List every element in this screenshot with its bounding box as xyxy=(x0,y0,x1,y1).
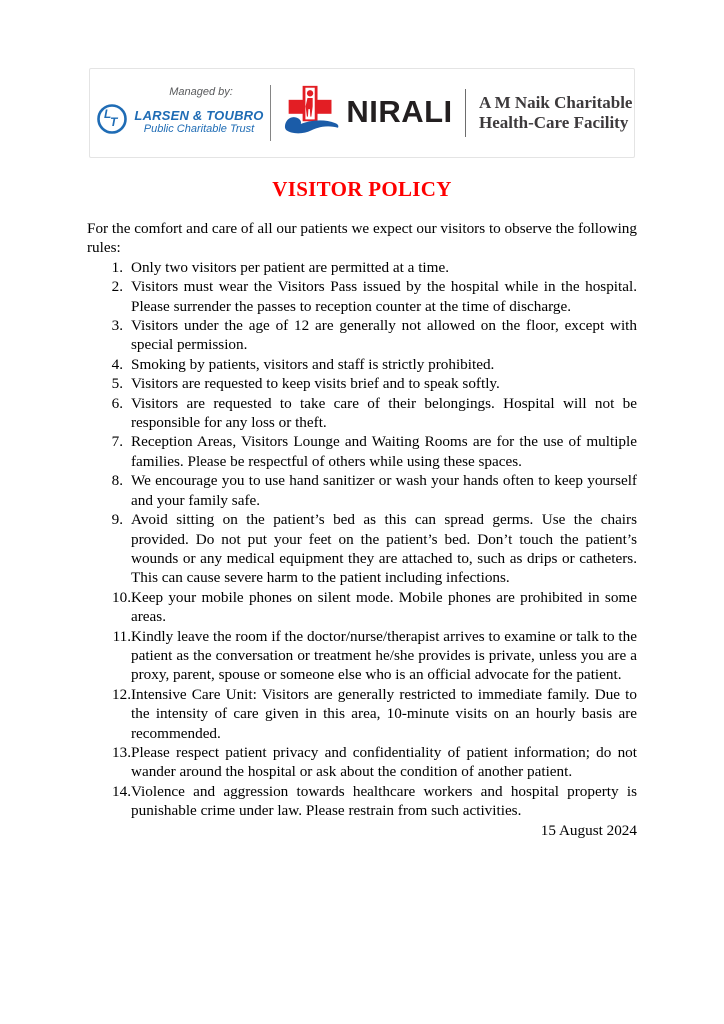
rule-number: 6. xyxy=(111,394,123,412)
lt-logo-icon xyxy=(96,103,128,140)
lt-company-name: LARSEN & TOUBRO xyxy=(134,108,264,123)
managed-by-label: Managed by: xyxy=(169,86,233,98)
rules-list xyxy=(87,258,637,821)
rule-item xyxy=(87,258,637,277)
rule-item xyxy=(87,277,637,316)
rule-number: 10. xyxy=(112,588,131,606)
lt-trust-subtitle: Public Charitable Trust xyxy=(143,123,255,135)
rule-text: Avoid sitting on the patient’s bed as this can spread germs. Use the chairs provided. Do not put your feet on the patient’s bed. Don’t touch the patient’s wounds or any medical equipment they are attached to, such as drips or catheters. This can cause severe harm to the patient including infections. xyxy=(131,511,637,587)
rule-number: 14. xyxy=(112,782,131,800)
svg-text:T: T xyxy=(110,115,118,129)
rule-number: 12. xyxy=(112,685,131,703)
facility-line2: Health-Care Facility xyxy=(479,113,629,132)
rule-item xyxy=(87,374,637,393)
rule-text: We encourage you to use hand sanitizer or wash your hands often to keep yourself and your family safe. xyxy=(131,472,637,509)
rule-text: Please respect patient privacy and confidentiality of patient information; do not wander around the hospital or ask about the condition of another patient. xyxy=(131,743,637,781)
rule-number: 8. xyxy=(111,472,123,490)
rule-item xyxy=(87,471,637,510)
rule-number: 1. xyxy=(111,258,123,276)
header-logo-card xyxy=(89,68,635,158)
rule-text: Visitors are requested to take care of their belongings. Hospital will not be responsible for any loss or theft. xyxy=(131,394,637,432)
rule-text: Visitors must wear the Visitors Pass issued by the hospital while in the hospital. Please surrender the passes to reception counter at the time of discharge. xyxy=(131,278,637,315)
lt-trust-block xyxy=(90,86,270,140)
rule-text: Visitors under the age of 12 are generally not allowed on the floor, except with special permission. xyxy=(131,317,637,354)
rule-text: Smoking by patients, visitors and staff is strictly prohibited. xyxy=(131,355,495,373)
nirali-wordmark: NIRALI xyxy=(346,93,453,129)
rule-item xyxy=(87,355,637,374)
rule-item xyxy=(87,782,637,821)
rule-number: 2. xyxy=(111,278,123,296)
rule-item xyxy=(87,510,637,588)
facility-name-block xyxy=(466,93,634,133)
rule-number: 4. xyxy=(111,355,123,373)
rule-number: 7. xyxy=(111,433,123,451)
page-title: VISITOR POLICY xyxy=(272,177,452,201)
nirali-cross-hand-icon xyxy=(283,84,339,143)
rule-item xyxy=(87,432,637,471)
rule-item xyxy=(87,316,637,355)
rule-number: 5. xyxy=(111,375,123,393)
rule-text: Kindly leave the room if the doctor/nurse/therapist arrives to examine or talk to the patient as the conversation or treatment he/she provides is private, unless you are a proxy, parent, spouse or someone else who is an official advocate for the patient. xyxy=(131,627,637,684)
rule-item xyxy=(87,394,637,433)
intro-paragraph: For the comfort and care of all our patients we expect our visitors to observe the following rules: xyxy=(87,220,637,257)
rule-text: Keep your mobile phones on silent mode. Mobile phones are prohibited in some areas. xyxy=(131,588,637,626)
rule-text: Intensive Care Unit: Visitors are generally restricted to immediate family. Due to the intensity of care given in this area, 10-minute visits on an hourly basis are recommended. xyxy=(131,685,637,742)
document-date: 15 August 2024 xyxy=(540,821,637,839)
rule-item xyxy=(87,743,637,782)
rule-number: 13. xyxy=(112,743,131,761)
nirali-brand-block xyxy=(271,84,465,143)
rule-text: Violence and aggression towards healthcare workers and hospital property is punishable crime under law. Please restrain from such activities. xyxy=(131,782,637,820)
rule-number: 9. xyxy=(111,511,123,529)
rule-item xyxy=(87,627,637,685)
rule-text: Reception Areas, Visitors Lounge and Waiting Rooms are for the use of multiple families. Please be respectful of others while using these spaces. xyxy=(131,433,637,470)
rule-text: Visitors are requested to keep visits brief and to speak softly. xyxy=(131,375,500,393)
rule-number: 3. xyxy=(111,317,123,335)
rule-number: 11. xyxy=(112,627,131,645)
rule-item xyxy=(87,685,637,743)
svg-text:L: L xyxy=(104,107,112,121)
facility-line1: A M Naik Charitable xyxy=(479,93,633,112)
rule-text: Only two visitors per patient are permitted at a time. xyxy=(131,258,450,276)
document-body xyxy=(87,219,637,840)
rule-item xyxy=(87,588,637,627)
